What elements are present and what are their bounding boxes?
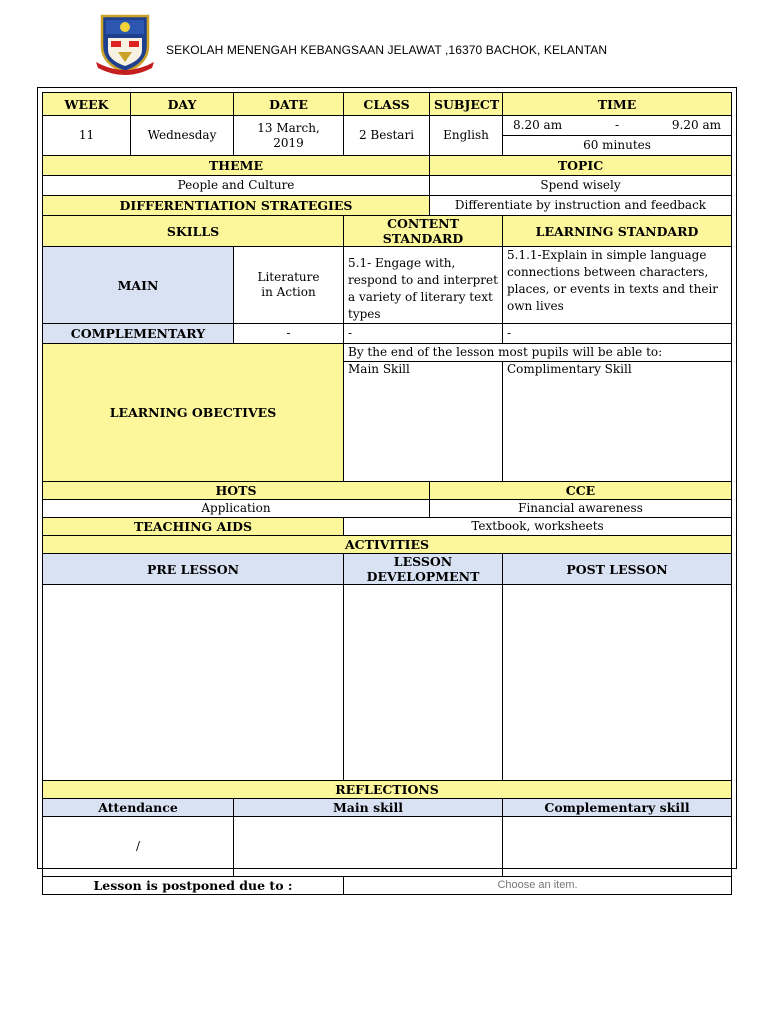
- learning-standard-header: LEARNING STANDARD: [503, 216, 732, 247]
- date-header: DATE: [234, 93, 344, 116]
- attendance-header: Attendance: [43, 799, 234, 817]
- class-header: CLASS: [344, 93, 430, 116]
- pre-lesson-header: PRE LESSON: [43, 554, 344, 585]
- hots-header: HOTS: [43, 482, 430, 500]
- pre-lesson-cell[interactable]: [43, 585, 344, 781]
- differentiation-header: DIFFERENTIATION STRATEGIES: [43, 196, 430, 216]
- topic-header: TOPIC: [430, 156, 732, 176]
- postponed-dropdown[interactable]: Choose an item.: [344, 877, 732, 895]
- theme-header: THEME: [43, 156, 430, 176]
- complementary-content-standard: -: [344, 324, 503, 344]
- main-label: MAIN: [43, 247, 234, 324]
- postponed-label: Lesson is postponed due to :: [43, 877, 344, 895]
- attendance-cell[interactable]: /: [43, 817, 234, 877]
- activities-header: ACTIVITIES: [43, 536, 732, 554]
- day-value: Wednesday: [131, 116, 234, 156]
- week-value: 11: [43, 116, 131, 156]
- main-skill-value: [234, 247, 344, 324]
- main-skill-line-1: Literature: [257, 270, 320, 284]
- time-range: [503, 116, 732, 136]
- cce-header: CCE: [430, 482, 732, 500]
- lesson-development-header: LESSON DEVELOPMENT: [344, 554, 503, 585]
- time-end: 9.20 am: [671, 118, 721, 132]
- day-header: DAY: [131, 93, 234, 116]
- differentiation-value: Differentiate by instruction and feedback: [430, 196, 732, 216]
- class-value: 2 Bestari: [344, 116, 430, 156]
- objective-main-skill[interactable]: Main Skill: [344, 362, 503, 482]
- complementary-learning-standard: -: [503, 324, 732, 344]
- topic-value: Spend wisely: [430, 176, 732, 196]
- lesson-plan-table: [42, 92, 732, 895]
- time-header: TIME: [503, 93, 732, 116]
- main-skill-reflection-cell[interactable]: [234, 817, 503, 877]
- objectives-intro: By the end of the lesson most pupils will be able to:: [344, 344, 732, 362]
- teaching-aids-value: Textbook, worksheets: [344, 518, 732, 536]
- time-separator: -: [614, 118, 620, 132]
- date-value: [234, 116, 344, 156]
- post-lesson-cell[interactable]: [503, 585, 732, 781]
- date-line-1: 13 March,: [257, 120, 320, 135]
- cce-value: Financial awareness: [430, 500, 732, 518]
- post-lesson-header: POST LESSON: [503, 554, 732, 585]
- school-crest-logo: [96, 12, 154, 76]
- learning-objectives-label: LEARNING OBECTIVES: [43, 344, 344, 482]
- objective-complementary-skill[interactable]: Complimentary Skill: [503, 362, 732, 482]
- school-name: SEKOLAH MENENGAH KEBANGSAAN JELAWAT ,16370 BACHOK, KELANTAN: [166, 43, 608, 57]
- time-start: 8.20 am: [513, 118, 563, 132]
- complementary-skill-value: -: [234, 324, 344, 344]
- complementary-skill-reflection-cell[interactable]: [503, 817, 732, 877]
- teaching-aids-label: TEACHING AIDS: [43, 518, 344, 536]
- week-header: WEEK: [43, 93, 131, 116]
- letterhead: [96, 12, 716, 76]
- main-skill-reflection-header: Main skill: [234, 799, 503, 817]
- lesson-development-cell[interactable]: [344, 585, 503, 781]
- main-learning-standard: 5.1.1-Explain in simple language connections between characters, places, or events in texts and their own lives: [503, 247, 732, 324]
- skills-header: SKILLS: [43, 216, 344, 247]
- content-standard-header: CONTENT STANDARD: [344, 216, 503, 247]
- complementary-label: COMPLEMENTARY: [43, 324, 234, 344]
- main-content-standard: 5.1- Engage with, respond to and interpret a variety of literary text types: [344, 247, 503, 324]
- theme-value: People and Culture: [43, 176, 430, 196]
- main-skill-line-2: in Action: [261, 285, 316, 299]
- subject-value: English: [430, 116, 503, 156]
- date-line-2: 2019: [273, 135, 304, 150]
- time-duration: 60 minutes: [503, 136, 732, 156]
- complementary-skill-reflection-header: Complementary skill: [503, 799, 732, 817]
- reflections-header: REFLECTIONS: [43, 781, 732, 799]
- hots-value: Application: [43, 500, 430, 518]
- subject-header: SUBJECT: [430, 93, 503, 116]
